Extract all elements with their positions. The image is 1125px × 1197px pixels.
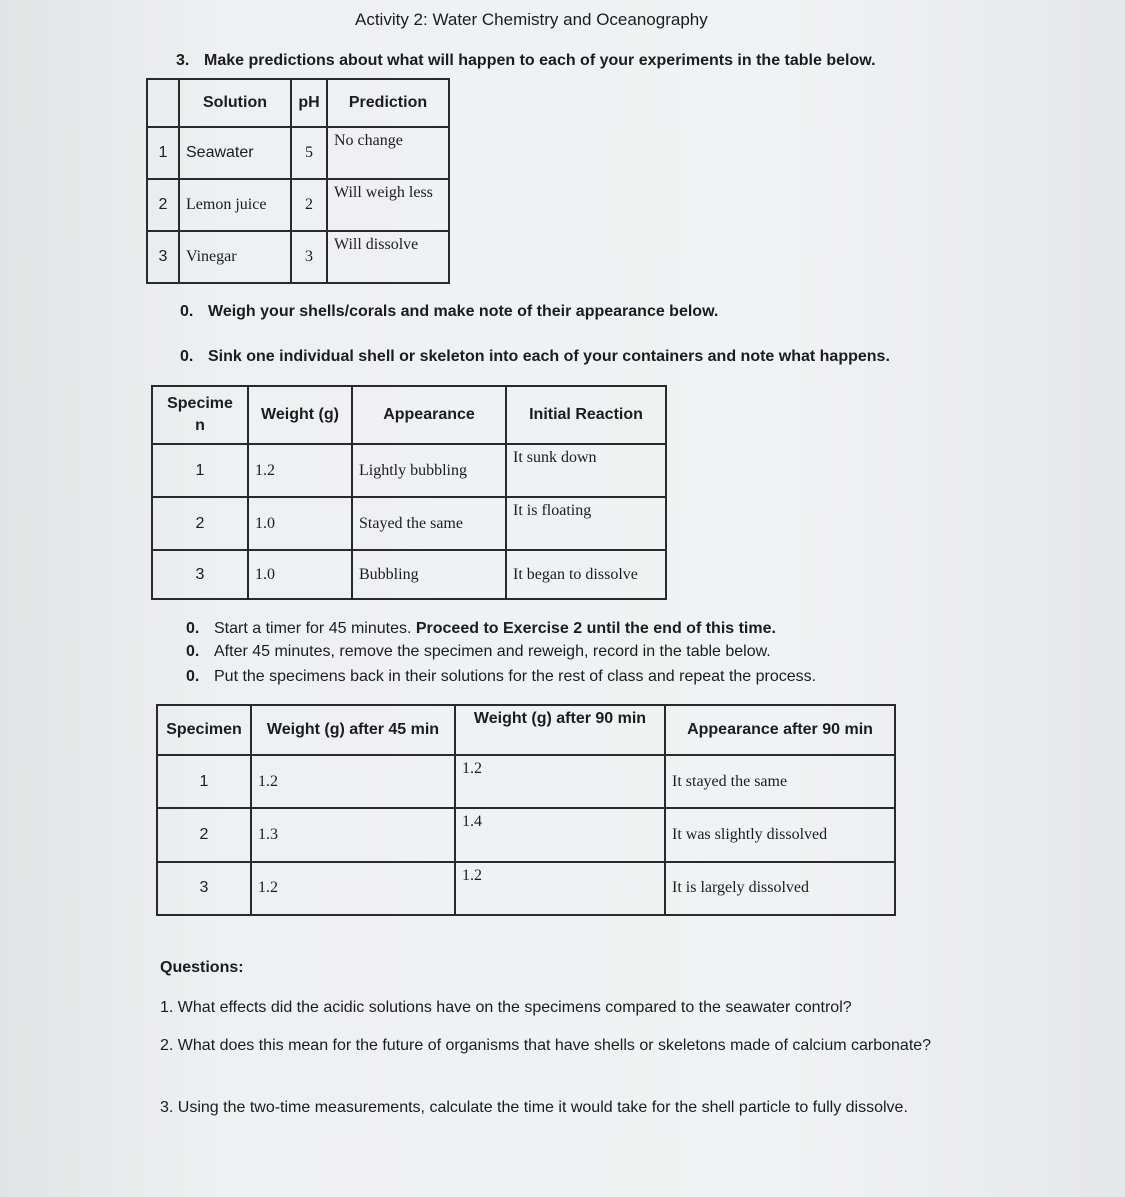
weight-45-cell: 1.2 (251, 862, 455, 915)
table-header-row (152, 386, 666, 444)
step-timer (186, 620, 776, 638)
header-cell: Weight (g) after 90 min (455, 705, 665, 755)
header-cell: pH (291, 79, 327, 127)
weight-90-cell: 1.4 (455, 808, 665, 861)
weight-cell: 1.2 (248, 444, 352, 497)
appearance-cell: Lightly bubbling (352, 444, 506, 497)
step-weigh (180, 303, 718, 321)
row-number: 2 (147, 179, 179, 231)
question-2: 2. What does this mean for the future of organisms that have shells or skeletons made of calcium carbonate? (160, 1037, 932, 1054)
question-3: 3. Using the two-time measurements, calculate the time it would take for the shell particle to fully dissolve. (160, 1099, 908, 1116)
ph-cell: 2 (291, 179, 327, 231)
specimen-table (151, 385, 667, 600)
step-text: Start a timer for 45 minutes. (214, 620, 412, 637)
table-header-row (147, 79, 449, 127)
header-cell: Weight (g) after 45 min (251, 705, 455, 755)
row-number: 3 (147, 231, 179, 283)
table-row (157, 755, 895, 808)
table-row (157, 808, 895, 861)
header-cell: Appearance (352, 386, 506, 444)
appearance-90-cell: It stayed the same (665, 755, 895, 808)
step-number: 0. (180, 348, 194, 365)
step-back (186, 668, 816, 686)
specimen-number: 1 (157, 755, 251, 808)
step-3 (176, 52, 876, 70)
step-text: Weigh your shells/corals and make note of their appearance below. (208, 303, 719, 320)
weight-cell: 1.0 (248, 497, 352, 550)
appearance-cell: Stayed the same (352, 497, 506, 550)
weight-45-cell: 1.2 (251, 755, 455, 808)
reaction-cell: It sunk down (506, 444, 666, 497)
ph-cell: 3 (291, 231, 327, 283)
table-row (147, 231, 449, 283)
step-text: Put the specimens back in their solutions for the rest of class and repeat the process. (214, 668, 817, 685)
ph-cell: 5 (291, 127, 327, 179)
step-number: 0. (180, 303, 194, 320)
reaction-cell: It began to dissolve (506, 550, 666, 599)
weight-cell: 1.0 (248, 550, 352, 599)
table-row (152, 550, 666, 599)
question-1: 1. What effects did the acidic solutions have on the specimens compared to the seawater control? (160, 999, 852, 1016)
header-cell: Initial Reaction (506, 386, 666, 444)
header-line: n (195, 417, 205, 434)
header-cell: Prediction (327, 79, 449, 127)
step-text: Make predictions about what will happen to each of your experiments in the table below. (204, 52, 876, 69)
header-cell: Weight (g) (248, 386, 352, 444)
weight-90-cell: 1.2 (455, 755, 665, 808)
step-number: 3. (176, 52, 190, 69)
appearance-cell: Bubbling (352, 550, 506, 599)
header-cell: Specimen (157, 705, 251, 755)
header-cell (147, 79, 179, 127)
step-number: 0. (186, 620, 200, 637)
header-cell (152, 386, 248, 444)
reaction-cell: It is floating (506, 497, 666, 550)
header-line: Specime (167, 395, 233, 412)
table-row (147, 179, 449, 231)
reweigh-table (156, 704, 896, 916)
appearance-90-cell: It was slightly dissolved (665, 808, 895, 861)
specimen-number: 1 (152, 444, 248, 497)
questions-heading: Questions: (160, 959, 244, 976)
step-reweigh (186, 643, 771, 661)
solution-cell: Lemon juice (179, 179, 291, 231)
table-row (157, 862, 895, 915)
specimen-number: 3 (152, 550, 248, 599)
page-title: Activity 2: Water Chemistry and Oceanography (355, 10, 708, 29)
appearance-90-cell: It is largely dissolved (665, 862, 895, 915)
prediction-cell: Will weigh less (327, 179, 449, 231)
prediction-table (146, 78, 450, 284)
specimen-number: 3 (157, 862, 251, 915)
prediction-cell: Will dissolve (327, 231, 449, 283)
header-cell: Appearance after 90 min (665, 705, 895, 755)
step-sink (180, 348, 890, 366)
specimen-number: 2 (157, 808, 251, 861)
weight-45-cell: 1.3 (251, 808, 455, 861)
step-text: Sink one individual shell or skeleton into each of your containers and note what happens. (208, 348, 890, 365)
step-text: After 45 minutes, remove the specimen and reweigh, record in the table below. (214, 643, 771, 660)
step-bold-text: Proceed to Exercise 2 until the end of this time. (415, 620, 776, 637)
table-row (152, 497, 666, 550)
row-number: 1 (147, 127, 179, 179)
step-number: 0. (186, 668, 200, 685)
table-header-row (157, 705, 895, 755)
table-row (147, 127, 449, 179)
specimen-number: 2 (152, 497, 248, 550)
prediction-cell: No change (327, 127, 449, 179)
weight-90-cell: 1.2 (455, 862, 665, 915)
solution-cell: Vinegar (179, 231, 291, 283)
step-number: 0. (186, 643, 200, 660)
table-row (152, 444, 666, 497)
header-cell: Solution (179, 79, 291, 127)
solution-cell: Seawater (179, 127, 291, 179)
